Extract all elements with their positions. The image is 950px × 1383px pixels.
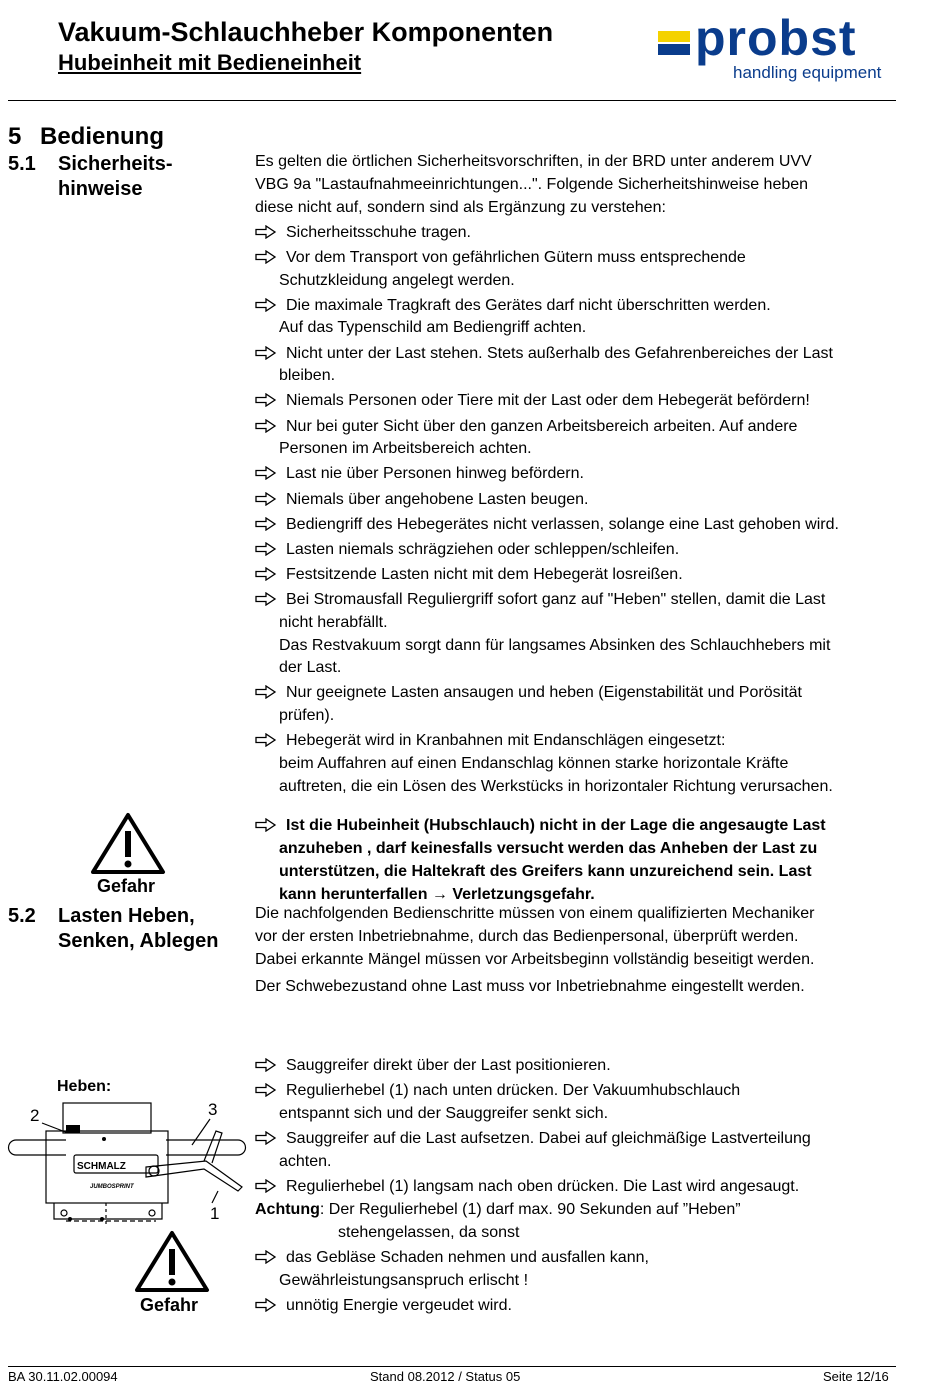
list-item-text: Bei Stromausfall Reguliergriff sofort ganz auf "Heben" stellen, damit die Last <box>286 590 826 608</box>
list-item <box>255 682 885 728</box>
list-item <box>255 222 885 245</box>
list-item <box>255 489 885 512</box>
paragraph-line: VBG 9a "Lastaufnahmeeinrichtungen...". Folgende Sicherheitshinweise heben <box>255 175 809 193</box>
section-51-number: 5.1 <box>8 153 36 175</box>
list-item-text: Nur bei guter Sicht über den ganzen Arbeitsbereich arbeiten. Auf andere <box>286 417 798 435</box>
list-item-text: Lasten niemals schrägziehen oder schleppen/schleifen. <box>286 540 680 558</box>
list-item-text: Niemals Personen oder Tiere mit der Last oder dem Hebegerät befördern! <box>286 392 810 410</box>
achtung-label: Achtung <box>255 1200 320 1218</box>
list-item-text: Gewährleistungsanspruch erlischt ! <box>279 1271 529 1289</box>
logo-wordmark: probst <box>695 10 857 66</box>
list-item-text: Sauggreifer auf die Last aufsetzen. Dabei auf gleichmäßige Lastverteilung <box>286 1130 811 1148</box>
bullet-arrow-icon <box>255 250 277 264</box>
list-item <box>255 295 885 341</box>
paragraph-line: diese nicht auf, sondern sind als Ergänzung zu verstehen: <box>255 198 666 216</box>
list-item-text: beim Auffahren auf einen Endanschlag können starke horizontale Kräfte <box>279 755 789 773</box>
list-item <box>255 463 885 486</box>
section-51-title-line2: hinweise <box>58 178 143 200</box>
bullet-arrow-icon <box>255 1131 277 1145</box>
list-item <box>255 247 885 293</box>
list-item-text: achten. <box>279 1153 332 1171</box>
bullet-arrow-icon <box>255 419 277 433</box>
list-item-text: Schutzkleidung angelegt werden. <box>279 271 515 289</box>
bullet-arrow-icon <box>255 298 277 312</box>
paragraph-line: Die nachfolgenden Bedienschritte müssen von einem qualifizierten Mechaniker <box>255 905 815 922</box>
list-item-text: prüfen). <box>279 707 335 725</box>
list-item-text: Regulierhebel (1) nach unten drücken. Der Vakuumhubschlauch <box>286 1082 741 1100</box>
heben-steps <box>255 1053 885 1318</box>
bullet-arrow-icon <box>255 393 277 407</box>
bullet-arrow-icon <box>255 1058 277 1072</box>
bullet-arrow-icon <box>255 733 277 747</box>
list-item-text: Personen im Arbeitsbereich achten. <box>279 440 532 458</box>
bullet-arrow-icon <box>255 1250 277 1264</box>
safety-notes <box>255 151 885 799</box>
list-item-text: Sicherheitsschuhe tragen. <box>286 223 471 241</box>
document-title: Vakuum-Schlauchheber Komponenten <box>58 17 554 47</box>
list-item <box>255 730 885 798</box>
bullet-arrow-icon <box>255 685 277 699</box>
list-item-text: auftreten, die ein Lösen des Werkstücks in horizontaler Richtung verursachen. <box>279 777 833 795</box>
list-item-text: Vor dem Transport von gefährlichen Gütern muss entsprechende <box>286 248 746 266</box>
warning-label-1: Gefahr <box>97 876 156 896</box>
list-item <box>255 589 885 680</box>
bullet-arrow-icon <box>255 346 277 360</box>
logo-yellow-bar <box>658 31 690 42</box>
hubeinheit-warning <box>255 813 885 906</box>
footer-status: Stand 08.2012 / Status 05 <box>370 1369 521 1383</box>
document-subtitle: Hubeinheit mit Bedieneinheit <box>58 50 362 75</box>
probst-logo <box>655 10 895 87</box>
list-item-text: Bediengriff des Hebegerätes nicht verlassen, solange eine Last gehoben wird. <box>286 515 839 533</box>
achtung-text: : Der Regulierhebel (1) darf max. 90 Sekunden auf ”Heben” <box>319 1200 741 1218</box>
list-item <box>255 1128 885 1174</box>
list-item <box>255 1055 885 1078</box>
bullet-arrow-icon <box>255 466 277 480</box>
heben-label: Heben: <box>57 1078 112 1095</box>
list-item-text: unnötig Energie vergeudet wird. <box>286 1296 512 1314</box>
warning-triangle-icon <box>134 1230 210 1294</box>
footer-page: Seite 12/16 <box>823 1369 889 1383</box>
section-52-title-line1: Lasten Heben, <box>58 905 195 927</box>
list-item <box>255 1080 885 1126</box>
logo-blue-bar <box>658 44 690 55</box>
bullet-arrow-icon <box>255 818 277 832</box>
bullet-arrow-icon <box>255 492 277 506</box>
list-item-text: Auf das Typenschild am Bediengriff achten. <box>279 319 587 337</box>
diagram-model: JUMBOSPRINT <box>90 1184 134 1190</box>
list-item <box>255 1176 885 1199</box>
section-51-title-line1: Sicherheits- <box>58 153 173 175</box>
list-item-text: anzuheben , darf keinesfalls versucht werden das Anheben der Last zu <box>279 840 818 858</box>
list-item-text: bleiben. <box>279 367 336 385</box>
bullet-arrow-icon <box>255 567 277 581</box>
section-5-title: Bedienung <box>40 123 164 150</box>
list-item-text: unterstützen, die Haltekraft des Greifers kann unzureichend sein. Last <box>279 862 812 880</box>
list-item-text: Regulierhebel (1) langsam nach oben drücken. Die Last wird angesaugt. <box>286 1178 800 1196</box>
achtung-note <box>255 1199 885 1222</box>
diagram-callout-1: 1 <box>210 1204 220 1223</box>
list-item-text: Nur geeignete Lasten ansaugen und heben (Eigenstabilität und Porösität <box>286 684 802 702</box>
warning-label-2: Gefahr <box>140 1295 199 1315</box>
bullet-arrow-icon <box>255 592 277 606</box>
list-item <box>255 815 885 906</box>
list-item <box>255 564 885 587</box>
list-item-text: Hebegerät wird in Kranbahnen mit Endanschlägen eingesetzt: <box>286 732 726 750</box>
list-item-text: Festsitzende Lasten nicht mit dem Hebegerät losreißen. <box>286 565 683 583</box>
list-item-text: entspannt sich und der Sauggreifer senkt sich. <box>279 1105 609 1123</box>
list-item-text: nicht herabfällt. <box>279 613 388 631</box>
list-item-text: Nicht unter der Last stehen. Stets außerhalb des Gefahrenbereiches der Last <box>286 344 833 362</box>
header-divider <box>8 100 896 101</box>
list-item <box>255 514 885 537</box>
list-item-text: das Gebläse Schaden nehmen und ausfallen kann, <box>286 1248 649 1266</box>
hubeinheit-diagram <box>6 1095 250 1227</box>
list-item-text: kann herunterfallen → Verletzungsgefahr. <box>279 885 595 903</box>
paragraph-line: vor der ersten Inbetriebnahme, durch das Bedienpersonal, überprüft werden. <box>255 927 799 945</box>
list-item-text: Niemals über angehobene Lasten beugen. <box>286 490 589 508</box>
paragraph-line: Dabei erkannte Mängel müssen vor Arbeitsbeginn vollständig beseitigt werden. <box>255 950 815 968</box>
safety-intro <box>255 151 885 219</box>
list-item <box>255 539 885 562</box>
bullet-arrow-icon <box>255 1298 277 1312</box>
section-52-title-line2: Senken, Ablegen <box>58 930 219 952</box>
list-item <box>255 1247 885 1293</box>
bullet-arrow-icon <box>255 542 277 556</box>
bullet-arrow-icon <box>255 225 277 239</box>
bullet-arrow-icon <box>255 517 277 531</box>
list-item-text: Die maximale Tragkraft des Gerätes darf nicht überschritten werden. <box>286 296 771 314</box>
list-item <box>255 1295 885 1318</box>
diagram-brand: SCHMALZ <box>77 1161 126 1172</box>
section-52-intro <box>255 903 885 971</box>
list-item <box>255 343 885 389</box>
bullet-arrow-icon <box>255 1083 277 1097</box>
warning-triangle-icon <box>90 812 166 876</box>
diagram-callout-2: 2 <box>30 1106 40 1125</box>
section-5-number: 5 <box>8 123 22 150</box>
footer-divider <box>8 1366 896 1367</box>
list-item-text: Last nie über Personen hinweg befördern. <box>286 465 584 483</box>
list-item-text: der Last. <box>279 659 342 677</box>
list-item <box>255 416 885 462</box>
safety-list <box>255 222 885 799</box>
list-item <box>255 390 885 413</box>
diagram-callout-3: 3 <box>208 1100 218 1119</box>
achtung-continuation: stehengelassen, da sonst <box>338 1223 520 1241</box>
list-item-text: Ist die Hubeinheit (Hubschlauch) nicht in der Lage die angesaugte Last <box>286 817 826 835</box>
list-item-text: Das Restvakuum sorgt dann für langsames Absinken des Schlauchhebers mit <box>279 636 831 654</box>
section-52-note: Der Schwebezustand ohne Last muss vor Inbetriebnahme eingestellt werden. <box>255 978 805 995</box>
bullet-arrow-icon <box>255 1179 277 1193</box>
logo-tagline: handling equipment <box>733 63 882 82</box>
paragraph-line: Es gelten die örtlichen Sicherheitsvorschriften, in der BRD unter anderem UVV <box>255 153 812 170</box>
list-item-text: Sauggreifer direkt über der Last positionieren. <box>286 1057 611 1075</box>
footer-doc-number: BA 30.11.02.00094 <box>8 1369 118 1383</box>
section-52-number: 5.2 <box>8 905 36 927</box>
